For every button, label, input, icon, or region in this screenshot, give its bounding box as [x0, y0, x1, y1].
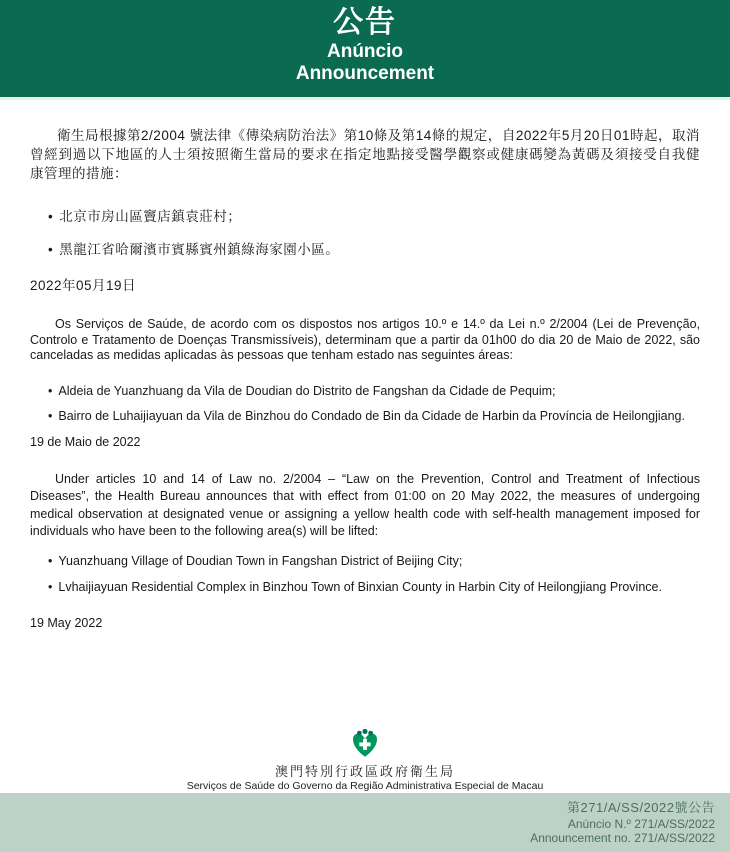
- health-bureau-logo-icon: [350, 729, 380, 764]
- portuguese-paragraph: Os Serviços de Saúde, de acordo com os dispostos nos artigos 10.º e 14.º da Lei n.º 2/2004 (Lei de Prevenção, Controlo e Tratamento de Doenças Transmissíveis), determinam que a partir da 01h00 do dia 20 de Maio de 2022, são canceladas as medidas aplicadas às pessoas que tenham estado nas seguintes áreas:: [30, 317, 700, 362]
- english-date: 19 May 2022: [30, 615, 103, 630]
- reference-number-en: Announcement no. 271/A/SS/2022: [530, 831, 715, 845]
- bullet-icon: •: [48, 579, 53, 594]
- organization-name-pt: Serviços de Saúde do Governo da Região Administrativa Especial de Macau: [186, 780, 544, 792]
- bullet-icon: •: [48, 553, 53, 568]
- reference-number-zh: 第271/A/SS/2022號公告: [567, 800, 715, 815]
- bullet-icon: •: [48, 408, 53, 423]
- bullet-icon: •: [48, 242, 54, 257]
- chinese-bullet-2-text: 黑龍江省哈爾濱市賓縣賓州鎮綠海家園小區。: [59, 242, 340, 257]
- english-paragraph: Under articles 10 and 14 of Law no. 2/2004 – “Law on the Prevention, Control and Treatment of Infectious Diseases”, the Health Bureau announces that with effect from 01:00 on 20 May 2022, the measures of undergoing medical observation at designated venue or assigning a yellow health code with self-health management imposed for individuals who have been to the following area(s) will be lifted:: [30, 471, 700, 538]
- english-bullet-1-text: Yuanzhuang Village of Doudian Town in Fangshan District of Beijing City;: [58, 553, 463, 568]
- bullet-icon: •: [48, 383, 53, 398]
- bullet-icon: •: [48, 209, 54, 224]
- page-title-zh: 公告: [333, 6, 397, 39]
- organization-name-zh: 澳門特別行政區政府衛生局: [274, 764, 455, 779]
- portuguese-bullet-1: [30, 384, 700, 398]
- portuguese-bullet-1-text: Aldeia de Yuanzhuang da Vila de Doudian do Distrito de Fangshan da Cidade de Pequim;: [58, 383, 556, 398]
- chinese-paragraph: 衛生局根據第2/2004 號法律《傳染病防治法》第10條及第14條的規定，自2022年5月20日01時起，取消曾經到過以下地區的人士須按照衛生當局的要求在指定地點接受醫學觀察或健康碼變為黃碼及須接受自我健康管理的措施：: [30, 128, 700, 181]
- english-bullet-2: [30, 580, 700, 594]
- page-title-pt: Anúncio: [327, 41, 403, 62]
- reference-footer: [0, 793, 730, 852]
- chinese-bullet-1-text: 北京市房山區竇店鎮袁莊村；: [59, 209, 242, 224]
- page-title-en: Announcement: [295, 63, 435, 84]
- reference-number-pt: Anúncio N.º 271/A/SS/2022: [567, 817, 715, 831]
- chinese-bullet-2: [30, 238, 700, 258]
- english-bullet-1: [30, 554, 700, 568]
- banner-divider: [0, 97, 730, 100]
- portuguese-bullet-2: [30, 409, 700, 423]
- portuguese-bullet-2-text: Bairro de Luhaijiayuan da Vila de Binzhou do Condado de Bin da Cidade de Harbin da Província de Heilongjiang.: [58, 408, 685, 423]
- title-banner: [0, 0, 730, 97]
- chinese-date: 2022年05月19日: [30, 278, 137, 293]
- chinese-bullet-1: [30, 205, 700, 225]
- organization-block: [0, 729, 730, 792]
- english-bullet-2-text: Lvhaijiayuan Residential Complex in Binzhou Town of Binxian County in Harbin City of Heilongjiang Province.: [58, 579, 662, 594]
- portuguese-date: 19 de Maio de 2022: [30, 434, 141, 449]
- announcement-body: [0, 126, 730, 630]
